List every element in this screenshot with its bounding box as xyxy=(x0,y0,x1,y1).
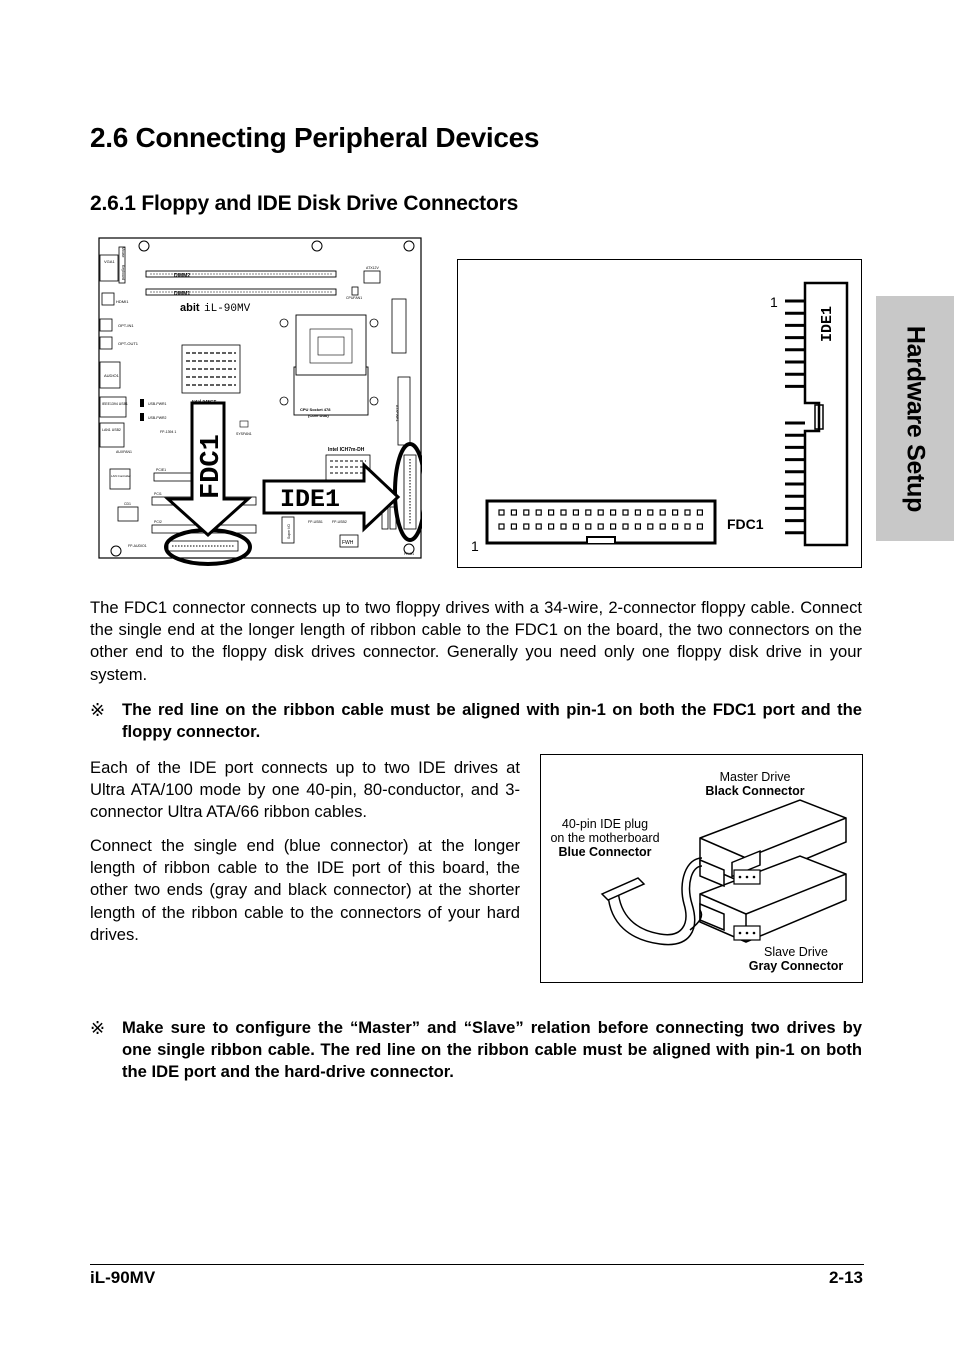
fdc-pin xyxy=(586,524,591,529)
section-title: 2.6 Connecting Peripheral Devices xyxy=(90,122,540,153)
fdc-pin xyxy=(536,510,541,515)
label-ieee1394-usb: IEEE1394 USB1 xyxy=(102,402,128,406)
label-cpu-socket-sub: (Core Duo) xyxy=(308,413,329,418)
atx12v-connector xyxy=(364,271,380,283)
plug-label-1: 40-pin IDE plug xyxy=(561,817,649,831)
ide1-pin1-label: 1 xyxy=(770,294,778,310)
label-atx12v: ATX12V xyxy=(366,266,379,270)
ide-paragraph-2: Connect the single end (blue connector) at the longer length of ribbon cable to the IDE port of this board, the other two ends (gray and black connector) at the shorter length of the ribbon cable to the connectors of your hard drives. xyxy=(90,836,520,944)
fdc-pin xyxy=(561,524,566,529)
note-symbol: ※ xyxy=(90,700,106,720)
fdc1-arrow-label: FDC1 xyxy=(197,434,227,499)
label-mouse: Mouse xyxy=(121,247,125,258)
footer-model: iL-90MV xyxy=(90,1268,156,1287)
label-dimm2: DIMM2 xyxy=(174,273,191,279)
label-vga1: VGA1 xyxy=(104,259,115,264)
fdc-paragraph: The FDC1 connector connects up to two floppy drives with a 34-wire, 2-connector floppy cable. Connect the single end at the longer length of ribbon cable to the FDC1 on the board, the two connectors on the other end to the floppy disk drives connector. Generally you need only one floppy disk drive in your system. xyxy=(90,598,862,684)
fdc-pin xyxy=(611,510,616,515)
label-cpufan1: CPUFAN1 xyxy=(346,296,363,300)
label-sysfan1: SYSFAN1 xyxy=(236,432,252,436)
fdc-pin xyxy=(561,510,566,515)
fdc-pin xyxy=(611,524,616,529)
label-usb-pwr2: USB-PWR2 xyxy=(148,416,167,420)
fdc-pin xyxy=(648,524,653,529)
fdc-pin xyxy=(586,510,591,515)
slave-drive-label: Slave Drive xyxy=(764,945,828,959)
board-model: iL-90MV xyxy=(204,303,251,315)
subsection-title: 2.6.1 Floppy and IDE Disk Drive Connectors xyxy=(90,192,519,215)
label-audio1: AUDIO1 xyxy=(104,373,119,378)
fdc-pin xyxy=(536,524,541,529)
note-fdc-red-line xyxy=(90,699,862,743)
label-opt-in1: OPT-IN1 xyxy=(118,323,134,328)
fdc-pin xyxy=(549,510,554,515)
label-hdmi1: HDMI1 xyxy=(116,299,129,304)
fdc-pin xyxy=(635,510,640,515)
ide-cable-diagram xyxy=(540,754,864,984)
fdc-pin xyxy=(697,524,702,529)
side-tab xyxy=(876,296,954,541)
master-connector-label: Black Connector xyxy=(705,784,805,798)
label-cd1: CD1 xyxy=(124,502,132,506)
note-master-slave-text: Make sure to configure the “Master” and “Slave” relation before connecting two drives by one single ribbon cable. The red line on the ribbon cable must be aligned with pin-1 on both the IDE port and the hard-drive connector. xyxy=(122,1018,862,1082)
fdc-pin xyxy=(511,510,516,515)
connector-pin-diagram xyxy=(457,259,863,569)
fdc-pin xyxy=(598,510,603,515)
label-opt-out1: OPT-OUT1 xyxy=(118,341,139,346)
fdc-pin xyxy=(524,510,529,515)
label-dimm1: DIMM1 xyxy=(174,291,191,297)
label-lan-controller: LAN Controller xyxy=(111,474,131,478)
fdc1-pin1-label: 1 xyxy=(471,538,479,554)
fdc1-diagram-label: FDC1 xyxy=(727,516,764,532)
ide1-arrow-label: IDE1 xyxy=(280,485,341,514)
label-keyboard: Keyboard xyxy=(121,265,125,280)
fdc-pin xyxy=(685,510,690,515)
footer-divider xyxy=(90,1264,864,1265)
label-fp-1394: FP-1394 1 xyxy=(160,430,177,434)
note-symbol: ※ xyxy=(90,1018,106,1038)
label-pci2: PCI2 xyxy=(154,520,162,524)
label-fwh: FWH xyxy=(342,540,354,546)
label-usb-pwr1: USB-PWR1 xyxy=(148,402,167,406)
slave-connector-label: Gray Connector xyxy=(748,959,844,973)
ide-paragraph-1: Each of the IDE port connects up to two IDE drives at Ultra ATA/100 mode by one 40-pin, 80-conductor, and 3-connector Ultra ATA/66 ribbon cables. xyxy=(90,758,520,822)
fdc-pin xyxy=(499,510,504,515)
label-cpu-socket: CPU Socket 478 xyxy=(300,407,331,412)
label-southbridge: Intel ICH7m-DH xyxy=(328,447,365,453)
fdc-pin xyxy=(635,524,640,529)
fdc-pin xyxy=(573,524,578,529)
label-lan-usb2: LAN1 USB2 xyxy=(102,428,121,432)
fdc-pin xyxy=(660,510,665,515)
footer-page-number: 2-13 xyxy=(828,1268,863,1287)
fdc-pin xyxy=(697,510,702,515)
fdc-pin xyxy=(673,524,678,529)
label-pci1: PCI1 xyxy=(154,492,162,496)
fdc-pin xyxy=(623,510,628,515)
fdc-pin xyxy=(660,524,665,529)
fdc-pin xyxy=(499,524,504,529)
master-drive-label: Master Drive xyxy=(719,770,791,784)
note-master-slave xyxy=(90,1017,862,1084)
label-auxfan1: AUXFAN1 xyxy=(116,450,132,454)
fdc-pin xyxy=(598,524,603,529)
fdc-pin xyxy=(673,510,678,515)
ide1-diagram-label: IDE1 xyxy=(819,305,836,342)
label-fpio1: FPIO1 xyxy=(404,552,415,556)
plug-label-3: Blue Connector xyxy=(558,845,652,859)
label-super-io: Super I/O xyxy=(287,524,291,539)
label-fp-usb2: FP-USB2 xyxy=(332,520,347,524)
plug-label-2: on the motherboard xyxy=(550,831,660,845)
fdc-pin xyxy=(524,524,529,529)
note-fdc-text: The red line on the ribbon cable must be aligned with pin-1 on both the FDC1 port and the floppy connector. xyxy=(122,700,862,742)
fdc-pin xyxy=(648,510,653,515)
label-fp-usb1: FP-USB1 xyxy=(308,520,323,524)
side-tab-label: Hardware Setup xyxy=(901,325,930,512)
label-pcie1: PCIE1 xyxy=(156,468,167,472)
fdc-pin xyxy=(623,524,628,529)
label-atxpwr1: ATXPWR1 xyxy=(395,405,399,422)
fdc-pin xyxy=(549,524,554,529)
label-fp-audio1: FP-AUDIO1 xyxy=(128,544,147,548)
fdc-pin xyxy=(685,524,690,529)
fdc-pin xyxy=(573,510,578,515)
board-logo: abit xyxy=(180,302,200,314)
motherboard-layout-figure xyxy=(98,237,422,567)
fdc-pin xyxy=(511,524,516,529)
